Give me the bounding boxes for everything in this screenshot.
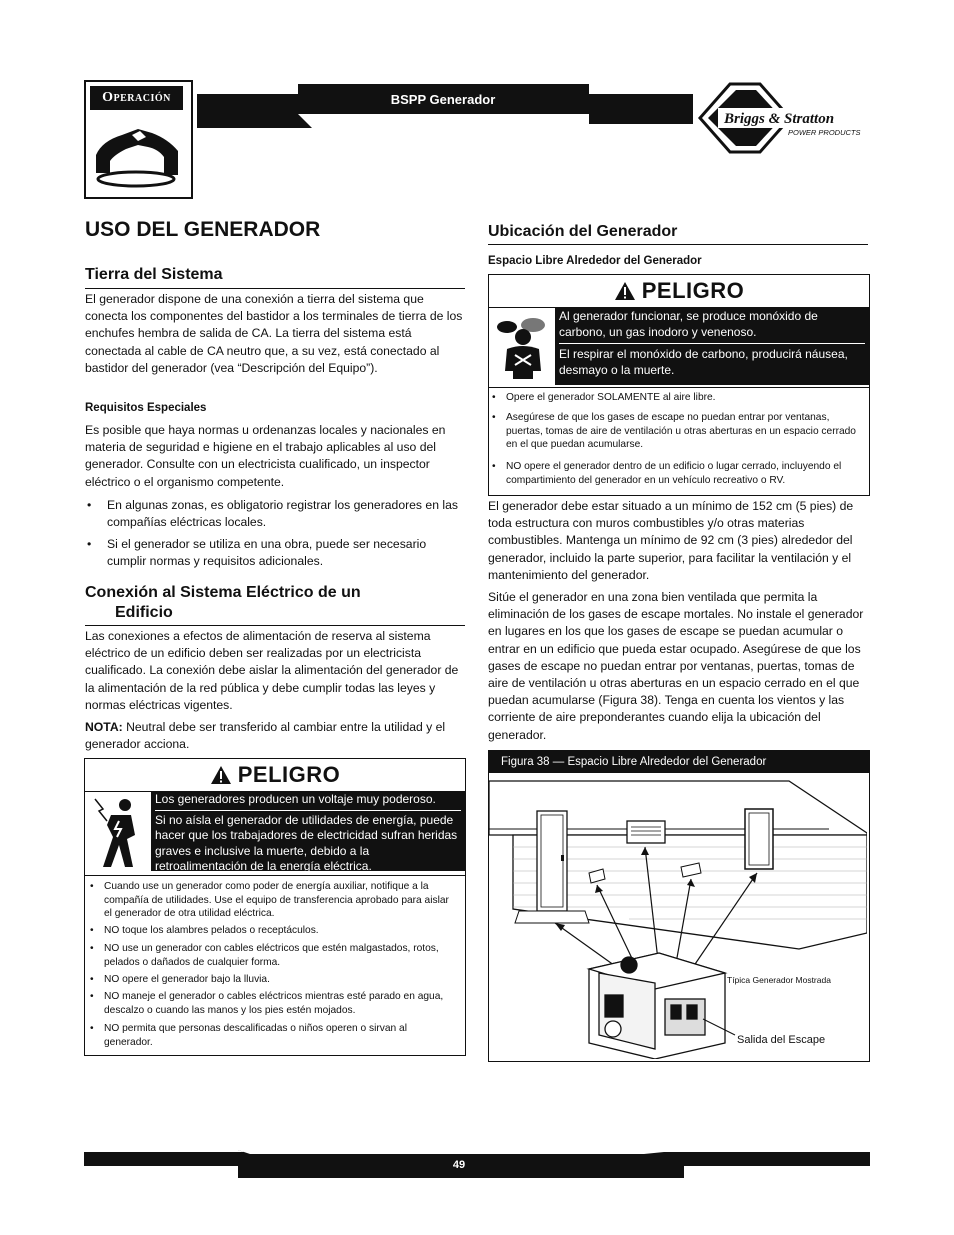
operation-hands-icon [92,115,182,191]
figure-caption: Figura 38 — Espacio Libre Alrededor del Generador [489,751,869,773]
list-item: • NO maneje el generador o cables eléctricos mientras esté parado en agua, descalzo o cuando las manos y los pies estén mojados. [87,990,456,1017]
list-item: • Opere el generador SOLAMENTE al aire libre. [489,391,862,405]
danger-line: Si no aísla el generador de utilidades de energía, puede hacer que los trabajadores de electricidad sufran heridas graves e inclusive la muerte, debido a la retroalimentación de la energía eléctrica. [155,812,458,873]
conexion-heading-line1: Conexión al Sistema Eléctrico de un [85,584,361,601]
danger-box-electrical [84,758,466,1056]
brand-subtitle: POWER PRODUCTS [788,128,861,137]
list-item: • En algunas zonas, es obligatorio registrar los generadores en las compañías eléctricas locales. [85,497,465,531]
label-typical-generator: Típica Generador Mostrada [727,975,831,985]
requisitos-heading: Requisitos Especiales [85,402,207,414]
page-number: 49 [452,1159,466,1171]
conexion-paragraph: Las conexiones a efectos de alimentación de reserva al sistema eléctrico de un edificio deben ser realizadas por un electricista cualificado. La conexión debe aislar la alimentación del generador de la alimentación de la red pública y debe cumplir todas las leyes y normas eléctricas vigentes. [85,629,459,712]
nota-text: Neutral debe ser transferido al cambiar entre la utilidad y el generador acciona. [85,720,446,752]
section-label: Operación [90,86,183,110]
conexion-heading-line2: Edificio [115,604,173,621]
figure-38 [488,750,870,1062]
brand-name: Briggs & Stratton [724,111,835,127]
nota-label: NOTA: [85,720,123,734]
ubicacion-paragraph-2: Sitúe el generador en una zona bien ventilada que permita la eliminación de los gases de escape mortales. No instale el generador en lugares en los que los gases de escape se puedan acumular o entrar en un edificio que pueda estar ocupado. Asegúrese de que los gases de escape no puedan entrar por ventanas, puertas, tomas de aire de ventilación u otras aberturas en un espacio cerrado en el que puedan acumularse (Figura 38). Tenga en cuenta los vientos y las corriente de aire preponderantes cuando elija la ubicación del generador. [488,590,864,742]
requisitos-paragraph: Es posible que haya normas u ordenanzas locales y nacionales en materia de seguridad e higiene en el trabajo aplicables al uso del generador. Consulte con un electricista cualificado, un inspector eléctrico o el organismo competente. [85,423,446,489]
list-item: • Cuando use un generador como poder de energía auxiliar, notifique a la compañía de utilidades. Use el equipo de transferencia aprobado para aislar el generador de otra utilidad eléctrica. [87,880,456,921]
danger-word: PELIGRO [237,762,341,787]
generator-clearance-illustration [489,773,867,1059]
tierra-heading: Tierra del Sistema [85,266,223,283]
list-item: • Si el generador se utiliza en una obra, puede ser necesario cumplir normas y requisitos adicionales. [85,536,465,570]
divider [85,288,465,289]
danger-word: PELIGRO [641,278,745,303]
ubicacion-paragraph-1: El generador debe estar situado a un mínimo de 152 cm (5 pies) de toda estructura con muros combustibles y/o otras materias combustibles. Mantenga un mínimo de 92 cm (3 pies) alrededor del generador, incluido la parte superior, para facilitar la ventilación y el mantenimiento del generador. [488,499,854,582]
list-item: • NO toque los alambres pelados o receptáculos. [87,924,456,938]
header-title: BSPP Generador [390,91,496,107]
tierra-paragraph: El generador dispone de una conexión a tierra del sistema que conecta los componentes del bastidor a los terminales de tierra de los enchufes hembra de salida de CA. La tierra del sistema está conectada al cable de CA neutro que, a su vez, está conectado al bastidor del generador (vea “Descripción del Equipo”). [85,292,463,375]
warning-triangle-icon [614,281,636,301]
danger-line: El respirar el monóxido de carbono, producirá náusea, desmayo o la muerte. [559,347,848,377]
danger-line: Los generadores producen un voltaje muy poderoso. [155,791,461,811]
list-item: • Asegúrese de que los gases de escape no puedan entrar por ventanas, puertas, tomas de aire de ventilación u otras aberturas en un espacio cerrado en el que puedan acumularse. [489,411,862,452]
danger-line: Al generador funcionar, se produce monóxido de carbono, un gas inodoro y venenoso. [559,307,865,344]
espacio-subheading: Espacio Libre Alrededor del Generador [488,255,702,267]
warning-triangle-icon [210,765,232,785]
list-item: • NO permita que personas descalificadas o niños operen o sirvan al generador. [87,1022,456,1049]
danger-header [85,759,465,792]
ubicacion-heading: Ubicación del Generador [488,223,678,240]
danger-message [151,791,465,871]
page-title: USO DEL GENERADOR [85,218,321,241]
list-item: • NO use un generador con cables eléctricos que estén malgastados, rotos, pelados o dañados de cualquier forma. [87,942,456,969]
danger-message [555,307,869,385]
divider [85,625,465,626]
toxic-fumes-icon [493,311,553,383]
label-exhaust: Salida del Escape [737,1034,826,1046]
briggs-stratton-logo [690,82,872,154]
operation-section-logo [84,80,193,199]
nota-paragraph [85,719,465,753]
list-item: • NO opere el generador dentro de un edificio o lugar cerrado, incluyendo el compartimiento del generador en un vehículo recreativo o RV. [489,460,862,487]
electric-shock-icon [91,795,147,871]
danger-box-co [488,274,870,496]
divider [488,244,868,245]
danger-header [489,275,869,308]
list-item: • NO opere el generador bajo la lluvia. [87,973,456,987]
